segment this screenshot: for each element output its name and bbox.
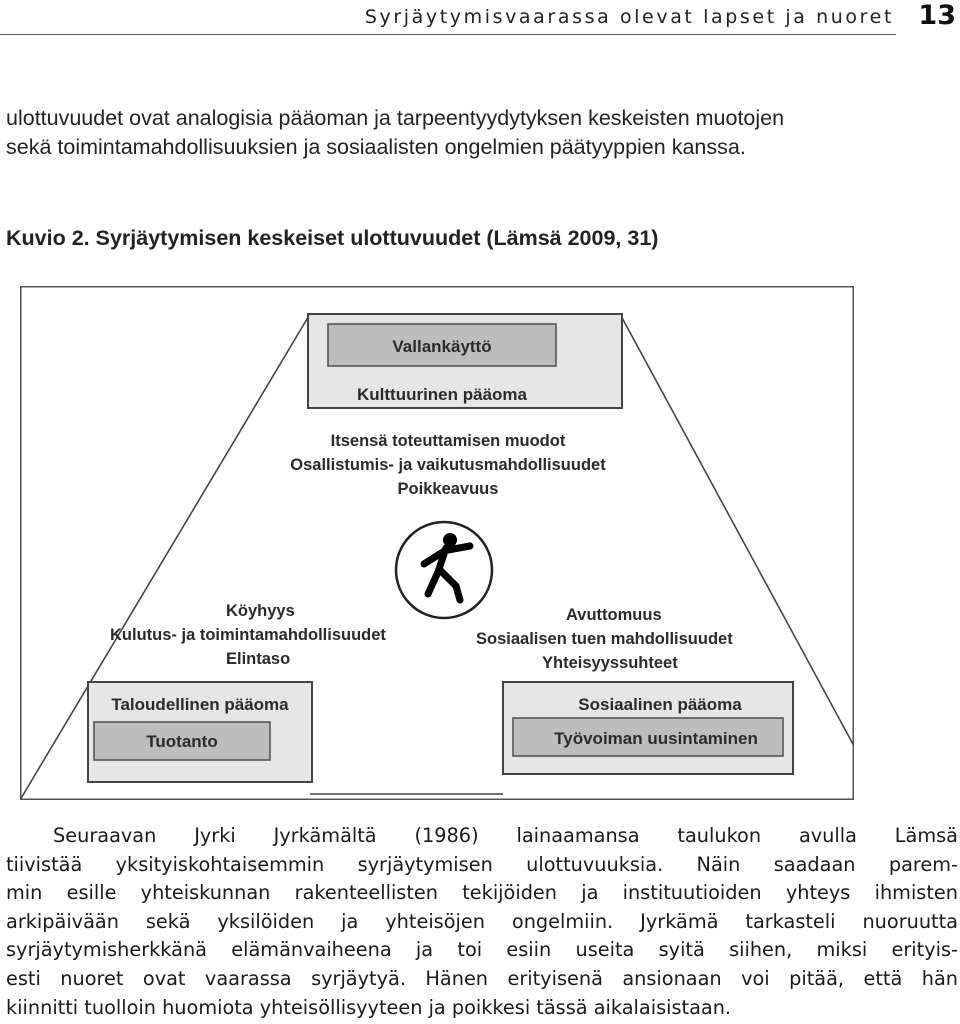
right-box-inner-label: Työvoiman uusintaminen bbox=[554, 729, 758, 748]
page-number: 13 bbox=[918, 0, 956, 31]
running-header-title: Syrjäytymisvaarassa olevat lapset ja nuoret bbox=[364, 6, 894, 28]
left-box-inner-label: Tuotanto bbox=[146, 732, 218, 751]
body-line: esti nuoret ovat vaarassa syrjäytyä. Hänen erityisenä ansionaan voi pitää, että hän bbox=[6, 966, 958, 990]
header-rule bbox=[0, 34, 896, 35]
intro-paragraph bbox=[6, 104, 958, 162]
intro-line: sekä toimintamahdollisuuksien ja sosiaalisten ongelmien päätyyppien kanssa. bbox=[6, 135, 746, 159]
body-line: Seuraavan Jyrki Jyrkämältä (1986) lainaamansa taulukon avulla Lämsä bbox=[53, 824, 958, 847]
figure-diagram bbox=[20, 286, 854, 800]
right-item: Avuttomuus bbox=[566, 606, 662, 624]
figure-caption: Kuvio 2. Syrjäytymisen keskeiset ulottuvuudet (Lämsä 2009, 31) bbox=[6, 226, 659, 250]
body-line: kiinnitti tuolloin huomiota yhteisöllisyyteen ja poikkesi tässä aikalaisistaan. bbox=[6, 995, 732, 1019]
right-box-title: Sosiaalinen pääoma bbox=[578, 695, 742, 714]
left-item: Elintaso bbox=[226, 650, 291, 668]
left-item: Köyhyys bbox=[226, 602, 295, 620]
intro-line: ulottuvuudet ovat analogisia pääoman ja tarpeentyydytyksen keskeisten muotojen bbox=[6, 106, 785, 130]
body-paragraph bbox=[6, 822, 958, 1022]
top-box-inner-label: Vallankäyttö bbox=[392, 337, 492, 356]
body-line: min esille yhteiskunnan rakenteellisten tekijöiden ja instituutioiden yhteys ihmisten bbox=[6, 881, 958, 905]
right-item: Yhteisyyssuhteet bbox=[542, 654, 678, 672]
top-item: Osallistumis- ja vaikutusmahdollisuudet bbox=[290, 456, 606, 474]
body-line: tiivistää yksityiskohtaisemmin syrjäytymisen ulottuvuuksia. Näin saadaan parem- bbox=[6, 852, 958, 876]
body-line: arkipäivään sekä yksilöiden ja yhteisöjen ongelmiin. Jyrkämä tarkasteli nuoruutta bbox=[6, 909, 958, 933]
top-item: Poikkeavuus bbox=[397, 480, 499, 498]
left-item: Kulutus- ja toimintamahdollisuudet bbox=[110, 626, 386, 644]
top-box-title: Kulttuurinen pääoma bbox=[356, 385, 528, 404]
right-item: Sosiaalisen tuen mahdollisuudet bbox=[476, 630, 733, 648]
left-box-title: Taloudellinen pääoma bbox=[111, 695, 289, 714]
top-item: Itsensä toteuttamisen muodot bbox=[330, 432, 566, 450]
body-line: syrjäytymisherkkänä elämänvaiheena ja toi esiin useita syitä siihen, miksi erityis- bbox=[6, 938, 958, 962]
